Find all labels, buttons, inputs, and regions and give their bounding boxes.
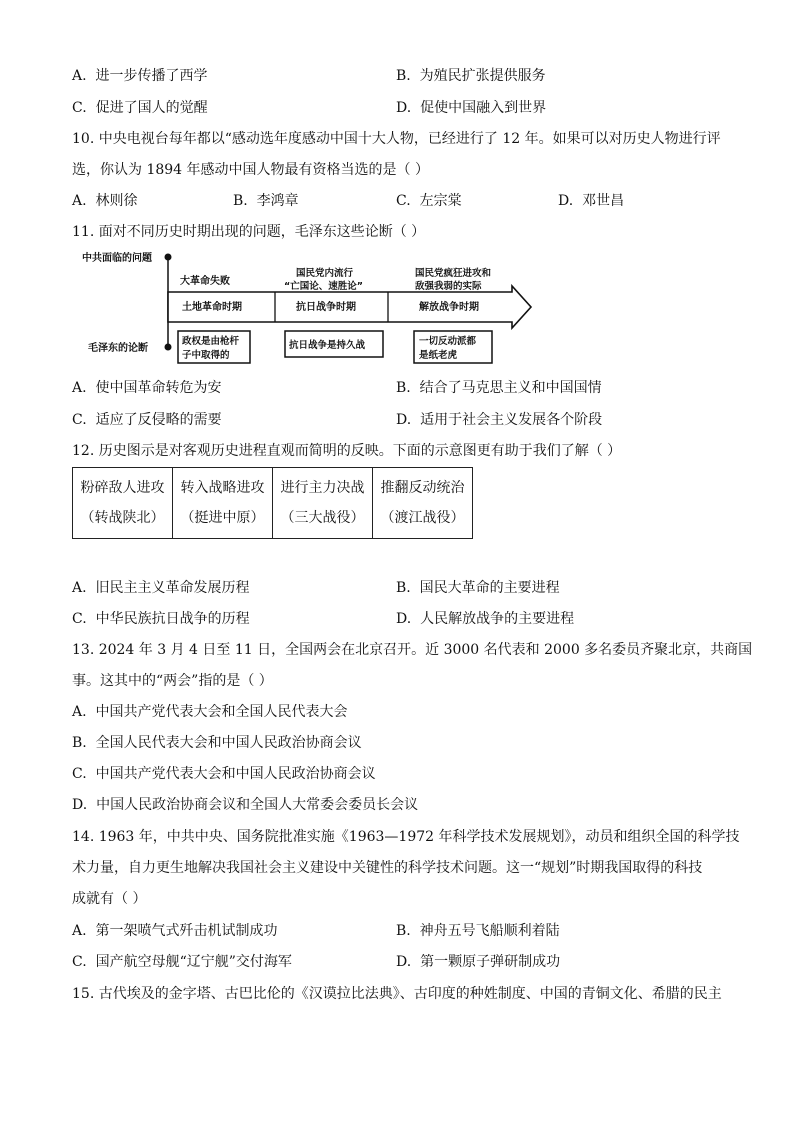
problems-label: 中共面临的问题 — [82, 253, 152, 264]
q13-stem-line-2: 事。这其中的“两会”指的是（ ） — [72, 673, 273, 689]
diagram-bottom-dot — [165, 344, 172, 351]
stage-name: 进行主力决战 — [280, 480, 365, 496]
problem-2-line-2: “亡国论、速胜论” — [284, 281, 363, 292]
q11-option-b[interactable]: B. 结合了马克思主义和中国国情 — [396, 380, 602, 396]
q12-option-b[interactable]: B. 国民大革命的主要进程 — [396, 580, 560, 596]
q13-option-c[interactable]: C. 中国共产党代表大会和中国人民政治协商会议 — [72, 766, 376, 782]
q12-option-a[interactable]: A. 旧民主主义革命发展历程 — [72, 580, 250, 596]
q11-stem: 11. 面对不同历史时期出现的问题，毛泽东这些论断（ ） — [72, 224, 426, 240]
diagram-top-dot — [165, 254, 172, 261]
problem-3-line-1: 国民党疯狂进攻和 — [415, 268, 492, 279]
period-3: 解放战争时期 — [419, 302, 479, 313]
q14-stem-line-3: 成就有（ ） — [72, 891, 147, 907]
thesis-3-line-2: 是纸老虎 — [419, 350, 458, 361]
q9-option-c[interactable]: C. 促进了国人的觉醒 — [72, 100, 208, 116]
q13-stem-line-1: 13. 2024 年 3 月 4 日至 11 日，全国两会在北京召开。近 3000 名代表和 2000 多名委员齐聚北京，共商国 — [72, 642, 753, 658]
q9-option-b[interactable]: B. 为殖民扩张提供服务 — [396, 68, 546, 84]
q10-option-a[interactable]: A. 林则徐 — [72, 193, 138, 209]
q11-option-a[interactable]: A. 使中国革命转危为安 — [72, 380, 222, 396]
q11-option-c[interactable]: C. 适应了反侵略的需要 — [72, 412, 222, 428]
q12-stem: 12. 历史图示是对客观历史进程直观而简明的反映。下面的示意图更有助于我们了解（ ） — [72, 443, 622, 459]
thesis-3-line-1: 一切反动派都 — [419, 336, 477, 347]
stage-event: （挺进中原） — [180, 510, 265, 526]
q11-option-d[interactable]: D. 适用于社会主义发展各个阶段 — [396, 412, 603, 428]
thesis-1-line-1: 政权是由枪杆 — [182, 336, 240, 347]
problem-1: 大革命失败 — [180, 276, 230, 287]
q10-option-b[interactable]: B. 李鸿章 — [233, 193, 299, 209]
q13-option-b[interactable]: B. 全国人民代表大会和中国人民政治协商会议 — [72, 735, 362, 751]
period-1: 土地革命时期 — [182, 302, 242, 313]
q11-diagram — [82, 246, 542, 371]
stage-name: 粉碎敌人进攻 — [80, 480, 165, 496]
q9-option-d[interactable]: D. 促使中国融入到世界 — [396, 100, 547, 116]
problem-3-line-2: 敌强我弱的实际 — [415, 281, 482, 292]
q14-option-b[interactable]: B. 神舟五号飞船顺利着陆 — [396, 923, 560, 939]
stage-cell — [173, 468, 273, 539]
q12-option-d[interactable]: D. 人民解放战争的主要进程 — [396, 611, 575, 627]
stage-name: 转入战略进攻 — [180, 480, 265, 496]
thesis-1-line-2: 子中取得的 — [182, 350, 230, 361]
stage-event: （渡江战役） — [380, 510, 465, 526]
q14-option-c[interactable]: C. 国产航空母舰“辽宁舰”交付海军 — [72, 954, 292, 970]
stage-event: （转战陕北） — [80, 510, 165, 526]
q13-option-d[interactable]: D. 中国人民政治协商会议和全国人大常委会委员长会议 — [72, 797, 419, 813]
q12-stage-table — [72, 467, 473, 539]
q10-stem-line-1: 10. 中央电视台每年都以“感动选年度感动中国十大人物，已经进行了 12 年。如果可以对历史人物进行评 — [72, 131, 721, 147]
q10-option-d[interactable]: D. 邓世昌 — [558, 193, 625, 209]
q14-option-d[interactable]: D. 第一颗原子弹研制成功 — [396, 954, 561, 970]
stage-name: 推翻反动统治 — [380, 480, 465, 496]
q10-stem-line-2: 选，你认为 1894 年感动中国人物最有资格当选的是（ ） — [72, 162, 429, 178]
stage-cell — [373, 468, 473, 539]
q15-stem: 15. 古代埃及的金字塔、古巴比伦的《汉谟拉比法典》、古印度的种姓制度、中国的青铜文化、希腊的民主 — [72, 986, 722, 1002]
q12-option-c[interactable]: C. 中华民族抗日战争的历程 — [72, 611, 250, 627]
thesis-label: 毛泽东的论断 — [88, 343, 148, 354]
q10-option-c[interactable]: C. 左宗棠 — [396, 193, 462, 209]
q14-stem-line-2: 术力量，自力更生地解决我国社会主义建设中关键性的科学技术问题。这一“规划”时期我国取得的科技 — [72, 860, 703, 876]
thesis-2: 抗日战争是持久战 — [289, 340, 366, 351]
q9-option-a[interactable]: A. 进一步传播了西学 — [72, 68, 208, 84]
q13-option-a[interactable]: A. 中国共产党代表大会和全国人民代表大会 — [72, 704, 348, 720]
stage-cell — [73, 468, 173, 539]
q14-option-a[interactable]: A. 第一架喷气式歼击机试制成功 — [72, 923, 278, 939]
q14-stem-line-1: 14. 1963 年，中共中央、国务院批准实施《1963—1972 年科学技术发展规划》，动员和组织全国的科学技 — [72, 829, 740, 845]
problem-2-line-1: 国民党内流行 — [296, 268, 354, 279]
period-2: 抗日战争时期 — [296, 302, 356, 313]
stage-event: （三大战役） — [280, 510, 365, 526]
stage-cell — [273, 468, 373, 539]
